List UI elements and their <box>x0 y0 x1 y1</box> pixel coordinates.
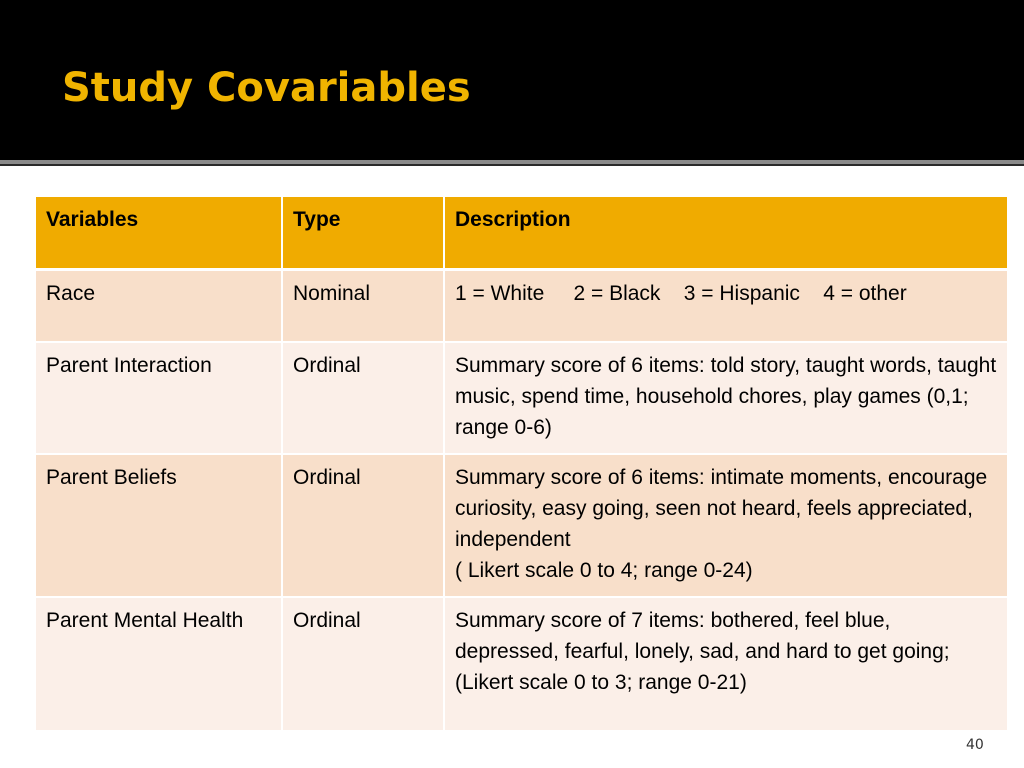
cell-variable: Parent Mental Health <box>35 597 282 731</box>
table-row-parent-beliefs <box>35 454 1008 597</box>
description-line: Summary score of 7 items: bothered, feel blue, depressed, fearful, lonely, sad, and hard to get going; (Likert scale 0 to 3; range 0-21) <box>455 609 950 694</box>
covariables-table <box>34 197 1009 732</box>
cell-description <box>444 597 1008 731</box>
description-line: 1 = White 2 = Black 3 = Hispanic 4 = other <box>455 281 907 305</box>
table-row-race <box>35 269 1008 342</box>
cell-description <box>444 454 1008 597</box>
header-description: Description <box>444 197 1008 269</box>
cell-description <box>444 342 1008 454</box>
cell-type: Ordinal <box>282 454 444 597</box>
slide-title: Study Covariables <box>62 65 471 111</box>
cell-variable: Race <box>35 269 282 342</box>
title-divider-dark <box>0 164 1024 166</box>
header-type: Type <box>282 197 444 269</box>
description-line: Summary score of 6 items: intimate moments, encourage curiosity, easy going, seen not heard, feels appreciated, independent <box>455 466 988 551</box>
cell-variable: Parent Beliefs <box>35 454 282 597</box>
description-line: ( Likert scale 0 to 4; range 0-24) <box>455 559 753 582</box>
title-band <box>0 0 1024 160</box>
description-line: Summary score of 6 items: told story, taught words, taught music, spend time, household chores, play games (0,1; range 0-6) <box>455 354 997 439</box>
cell-description <box>444 269 1008 342</box>
table-row-parent-interaction <box>35 342 1008 454</box>
cell-type: Nominal <box>282 269 444 342</box>
header-variables: Variables <box>35 197 282 269</box>
table-row-parent-mental-health <box>35 597 1008 731</box>
table-header-row <box>35 197 1008 269</box>
cell-type: Ordinal <box>282 597 444 731</box>
page-number: 40 <box>966 737 984 753</box>
cell-type: Ordinal <box>282 342 444 454</box>
cell-variable: Parent Interaction <box>35 342 282 454</box>
